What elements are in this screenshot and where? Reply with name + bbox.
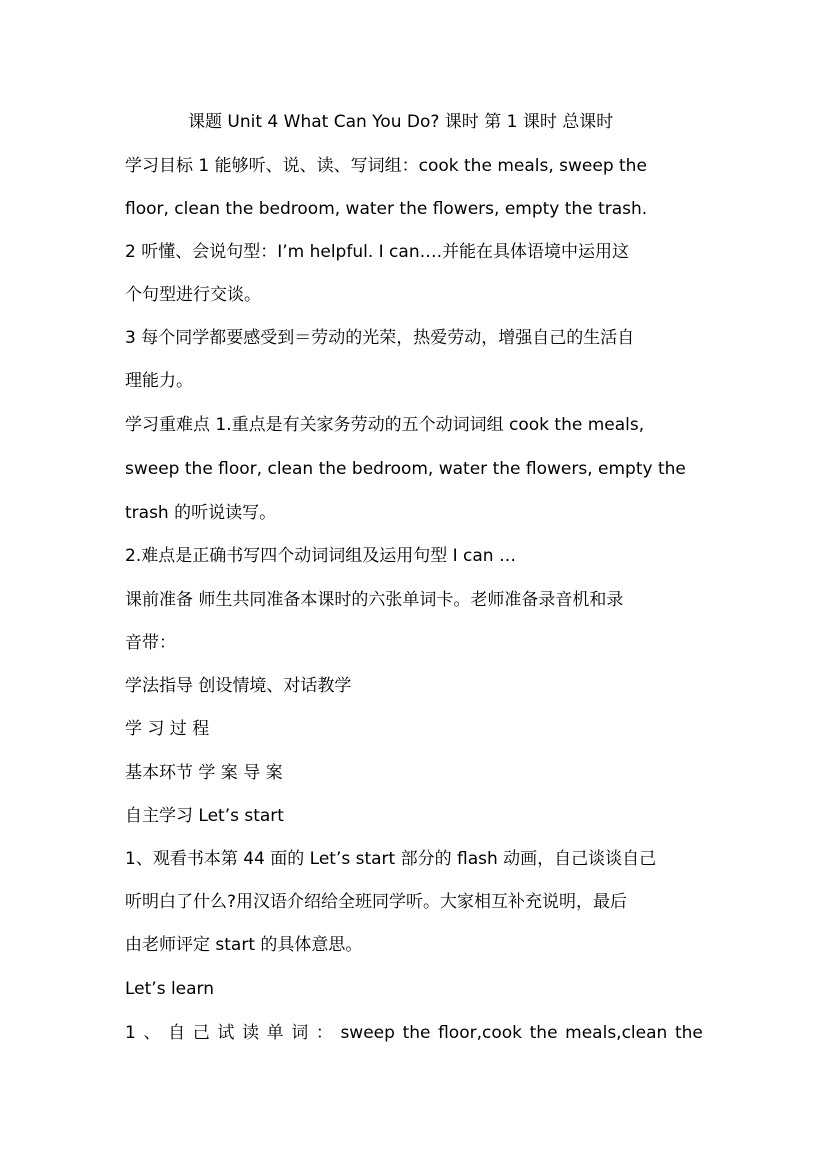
- token: 试: [217, 1023, 235, 1043]
- objectives-line-4: 个句型进行交谈。: [125, 285, 261, 305]
- token: the: [529, 1023, 558, 1043]
- token: 自: [168, 1023, 186, 1043]
- token: sweep: [340, 1023, 395, 1043]
- token: ：: [315, 1023, 333, 1043]
- key-points-line-3: trash 的听说读写。: [125, 503, 277, 523]
- token: 1: [125, 1023, 136, 1043]
- objectives-line-2: floor, clean the bedroom, water the flowers, empty the trash.: [125, 199, 648, 219]
- preparation-line-1: 课前准备 师生共同准备本课时的六张单词卡。老师准备录音机和录: [125, 590, 624, 610]
- token: floor,cook: [438, 1023, 522, 1043]
- objectives-line-1: 学习目标 1 能够听、说、读、写词组：cook the meals, sweep the: [125, 156, 647, 176]
- key-points-line-1: 学习重难点 1.重点是有关家务劳动的五个动词词组 cook the meals,: [125, 415, 645, 435]
- objectives-line-3: 2 听懂、会说句型：I’m helpful. I can….并能在具体语境中运用这: [125, 242, 629, 262]
- token: the: [674, 1023, 703, 1043]
- lesson-header: 课题 Unit 4 What Can You Do? 课时 第 1 课时 总课时: [188, 112, 614, 132]
- key-points-line-2: sweep the floor, clean the bedroom, water the flowers, empty the: [125, 459, 686, 479]
- token: 读: [241, 1023, 259, 1043]
- self-study-item-1-line-3: 由老师评定 start 的具体意思。: [125, 935, 363, 955]
- self-study-item-1-line-2: 听明白了什么?用汉语介绍给全班同学听。大家相互补充说明，最后: [125, 892, 628, 912]
- process-columns: 基本环节 学 案 导 案: [125, 763, 283, 783]
- token: the: [402, 1023, 431, 1043]
- lets-learn-heading: Let’s learn: [125, 979, 215, 999]
- self-study-item-1-line-1: 1、观看书本第 44 面的 Let’s start 部分的 flash 动画，自己谈谈自己: [125, 849, 657, 869]
- token: 、: [143, 1023, 161, 1043]
- token: 己: [192, 1023, 210, 1043]
- self-study-heading: 自主学习 Let’s start: [125, 806, 284, 826]
- key-points-line-4: 2.难点是正确书写四个动词词组及运用句型 I can …: [125, 546, 516, 566]
- objectives-line-5: 3 每个同学都要感受到＝劳动的光荣，热爱劳动，增强自己的生活自: [125, 328, 635, 348]
- lets-learn-item-1-line-1: [125, 1022, 703, 1044]
- token: meals,clean: [565, 1023, 668, 1043]
- token: 词: [291, 1023, 309, 1043]
- method-line: 学法指导 创设情境、对话教学: [125, 676, 352, 696]
- process-heading: 学 习 过 程: [125, 719, 210, 739]
- preparation-line-2: 音带：: [125, 633, 176, 653]
- objectives-line-6: 理能力。: [125, 371, 193, 391]
- token: 单: [266, 1023, 284, 1043]
